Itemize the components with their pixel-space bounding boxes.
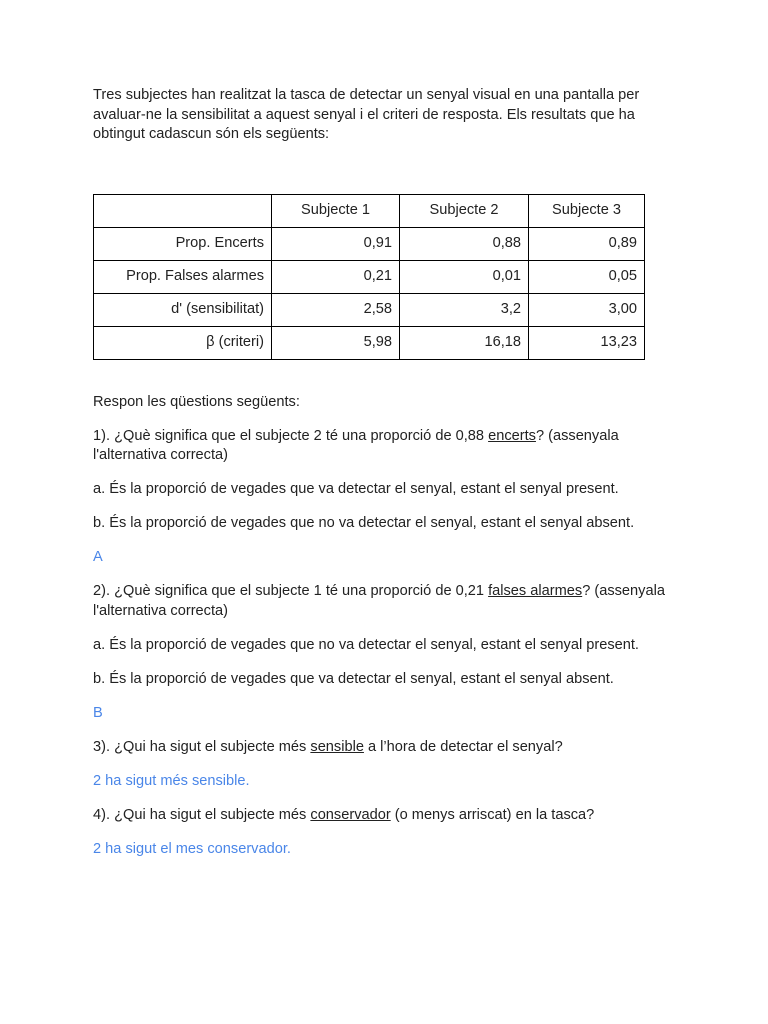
table-cell: 0,01	[400, 260, 529, 293]
table-cell: 5,98	[272, 326, 400, 359]
table-cell: 0,91	[272, 227, 400, 260]
table-cell: 0,88	[400, 227, 529, 260]
row-label: β (criteri)	[94, 326, 272, 359]
question-3-term: sensible	[310, 738, 364, 755]
table-cell: 0,89	[529, 227, 645, 260]
table-row	[94, 326, 645, 359]
table-cell: 16,18	[400, 326, 529, 359]
question-4-term: conservador	[310, 806, 391, 823]
table-row	[94, 260, 645, 293]
document-page	[93, 86, 678, 874]
question-1-option-a: a. És la proporció de vegades que va detectar el senyal, estant el senyal present.	[93, 481, 619, 497]
instructions: Respon les qüestions següents:	[93, 393, 300, 410]
question-1-post: ? (assenyala l'alternativa correcta)	[93, 427, 619, 463]
table-header-row	[94, 194, 645, 227]
table-header-cell: Subjecte 2	[400, 194, 529, 227]
table-cell: 13,23	[529, 326, 645, 359]
row-label: Prop. Encerts	[94, 227, 272, 260]
question-4	[93, 806, 678, 826]
table-cell: 0,21	[272, 260, 400, 293]
question-2-option-a: a. És la proporció de vegades que no va detectar el senyal, estant el senyal present.	[93, 636, 639, 653]
question-4-post: (o menys arriscat) en la tasca?	[390, 806, 595, 823]
question-3-post: a l’hora de detectar el senyal?	[363, 738, 563, 755]
question-2-pre: 2). ¿Què significa que el subjecte 1 té una proporció de 0,21	[93, 583, 489, 599]
table-cell: 3,2	[400, 293, 529, 326]
table-cell: 2,58	[272, 293, 400, 326]
question-3	[93, 738, 678, 758]
question-2	[93, 582, 678, 621]
question-2-post: ? (assenyala l'alternativa correcta)	[93, 583, 665, 619]
question-4-answer: 2 ha sigut el mes conservador.	[93, 840, 291, 857]
table-header-cell	[94, 194, 272, 227]
question-2-answer: B	[93, 704, 103, 721]
intro-paragraph: Tres subjectes han realitzat la tasca de detectar un senyal visual en una pantalla per avaluar-ne la sensibilitat a aquest senyal i el criteri de resposta. Els resultats que ha obtingut cadascun són els següents:	[93, 87, 640, 142]
table-row	[94, 227, 645, 260]
table-cell: 0,05	[529, 260, 645, 293]
question-2-term: falses alarmes	[488, 583, 583, 599]
question-2-option-b: b. És la proporció de vegades que va detectar el senyal, estant el senyal absent.	[93, 670, 614, 687]
question-3-pre: 3). ¿Qui ha sigut el subjecte més	[93, 738, 311, 755]
question-1-pre: 1). ¿Què significa que el subjecte 2 té una proporció de 0,88	[93, 427, 489, 444]
question-3-answer: 2 ha sigut més sensible.	[93, 772, 250, 789]
row-label: d' (sensibilitat)	[94, 293, 272, 326]
question-4-pre: 4). ¿Qui ha sigut el subjecte més	[93, 806, 311, 823]
row-label: Prop. Falses alarmes	[94, 260, 272, 293]
table-header-cell: Subjecte 3	[529, 194, 645, 227]
question-1-term: encerts	[488, 427, 536, 444]
table-cell: 3,00	[529, 293, 645, 326]
question-1	[93, 427, 678, 466]
question-1-answer: A	[93, 549, 103, 565]
table-row	[94, 293, 645, 326]
question-1-option-b: b. És la proporció de vegades que no va detectar el senyal, estant el senyal absent.	[93, 515, 635, 531]
table-header-cell: Subjecte 1	[272, 194, 400, 227]
results-table	[93, 194, 645, 360]
